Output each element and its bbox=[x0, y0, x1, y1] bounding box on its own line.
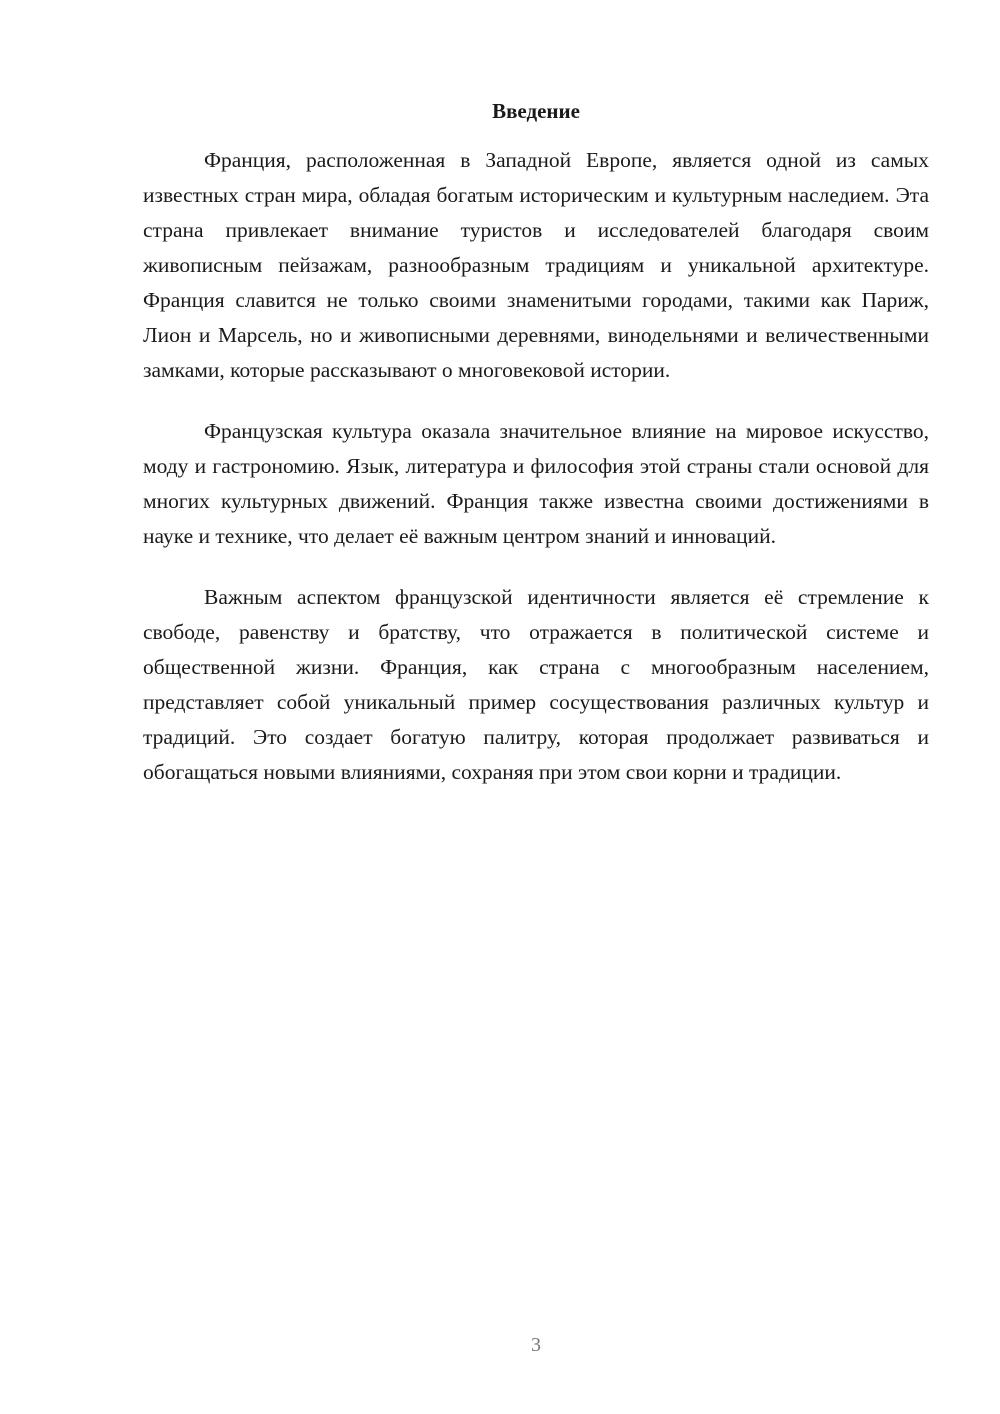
document-body bbox=[143, 94, 929, 816]
section-title: Введение bbox=[492, 99, 580, 123]
page-number: 3 bbox=[531, 1334, 541, 1356]
paragraph-1: Франция, расположенная в Западной Европе, является одной из самых известных стран мира, обладая богатым историческим и культурным наследием. Эта страна привлекает внимание туристов и исследователей благодаря своим живописным пейзажам, разнообразным традициям и уникальной архитектуре. Франция славится не только своими знаменитыми городами, такими как Париж, Лион и Марсель, но и живописными деревнями, винодельнями и величественными замками, которые рассказывают о многовековой истории. bbox=[143, 148, 929, 382]
paragraph-3: Важным аспектом французской идентичности является её стремление к свободе, равенству и братству, что отражается в политической системе и общественной жизни. Франция, как страна с многообразным населением, представляет собой уникальный пример сосуществования различных культур и традиций. Это создает богатую палитру, которая продолжает развиваться и обогащаться новыми влияниями, сохраняя при этом свои корни и традиции. bbox=[143, 585, 929, 784]
paragraph-2: Французская культура оказала значительное влияние на мировое искусство, моду и гастрономию. Язык, литература и философия этой страны стали основой для многих культурных движений. Франция также известна своими достижениями в науке и технике, что делает её важным центром знаний и инноваций. bbox=[143, 419, 929, 548]
